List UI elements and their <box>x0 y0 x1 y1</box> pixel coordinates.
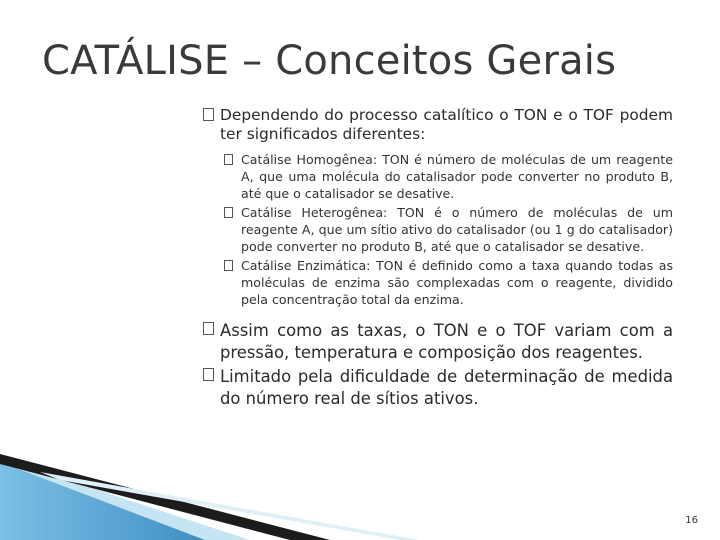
bullet-box-icon <box>203 322 214 335</box>
bullet-box-icon <box>203 368 214 381</box>
page-number: 16 <box>685 515 698 526</box>
sub-bullet-heterogenea <box>224 204 673 255</box>
bullet-box-icon <box>224 207 233 218</box>
sub-bullet-text: Catálise Homogênea: TON é número de moléculas de um reagente A, que uma molécula do catalisador pode converter no produto B, até que o catalisador se desative. <box>241 152 673 201</box>
sub-bullet-text: Catálise Heterogênea: TON é o número de moléculas de um reagente A, que um sítio ativo do catalisador (ou 1 g do catalisador) pode converter no produto B, até que o catalisador se desative. <box>241 205 673 254</box>
bullet-text: Assim como as taxas, o TON e o TOF variam com a pressão, temperatura e composição dos reagentes. <box>220 321 673 362</box>
bullet-2 <box>203 320 673 364</box>
bullet-3 <box>203 366 673 410</box>
bullet-box-icon <box>224 154 233 165</box>
sub-bullet-homogenea <box>224 151 673 202</box>
sub-bullet-text: Catálise Enzimática: TON é definido como a taxa quando todas as moléculas de enzima são complexadas com o reagente, dividido pela concentração total da enzima. <box>241 258 673 307</box>
sub-bullet-enzimatica <box>224 257 673 308</box>
sub-bullet-list <box>224 151 673 308</box>
footer-decoration <box>0 450 720 540</box>
bullet-box-icon <box>203 108 214 121</box>
bullet-text: Dependendo do processo catalítico o TON e o TOF podem ter significados diferentes: <box>220 106 673 143</box>
bullet-box-icon <box>224 260 233 271</box>
bullet-text: Limitado pela dificuldade de determinação de medida do número real de sítios ativos. <box>220 367 673 408</box>
slide-content <box>203 106 673 412</box>
bullet-1 <box>203 106 673 144</box>
slide-title: CATÁLISE – Conceitos Gerais <box>42 38 617 84</box>
